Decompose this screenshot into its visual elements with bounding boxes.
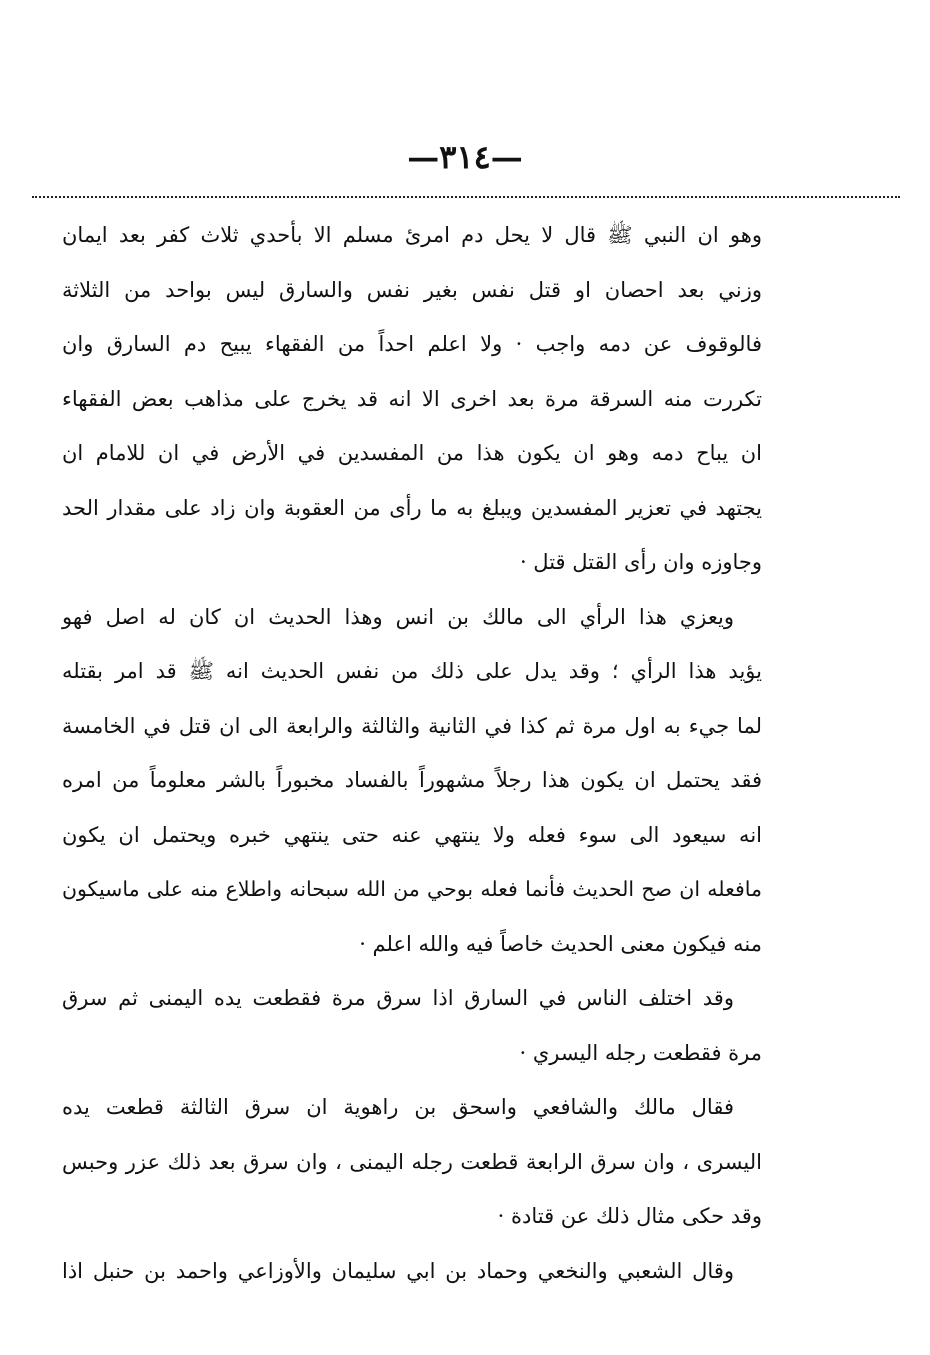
paragraph (62, 590, 762, 972)
text-line: ويعزي هذا الرأي الى مالك بن انس وهذا الحديث ان كان له اصل فهو (62, 604, 734, 629)
text-line: وجاوزه وان رأى القتل قتل · (519, 550, 762, 574)
text-line: وقد اختلف الناس في السارق اذا سرق مرة فقطعت يده اليمنى ثم سرق (62, 986, 734, 1010)
text-line: يجتهد في تعزير المفسدين ويبلغ به ما رأى من العقوبة وان زاد على مقدار الحد (62, 495, 762, 520)
text-line: تكررت منه السرقة مرة بعد اخرى الا انه قد يخرج على مذاهب بعض الفقهاء (62, 386, 762, 411)
paragraph (62, 208, 762, 590)
text-line: وهو ان النبي ﷺ قال لا يحل دم امرئ مسلم الا بأحدي ثلاث كفر بعد ايمان (62, 223, 762, 247)
header-divider (32, 196, 900, 198)
body-text (62, 208, 762, 1298)
text-line: فالوقوف عن دمه واجب · ولا اعلم احداً من الفقهاء يبيح دم السارق وان (62, 332, 762, 356)
paragraph (62, 1244, 762, 1299)
text-line: اليسرى ، وان سرق الرابعة قطعت رجله اليمنى ، وان سرق بعد ذلك عزر وحبس (62, 1149, 762, 1174)
text-line: منه فيكون معنى الحديث خاصاً فيه والله اعلم · (359, 931, 762, 956)
text-line: انه سيعود الى سوء فعله ولا ينتهي عنه حتى ينتهي خبره ويحتمل ان يكون (62, 822, 762, 847)
text-line: وقد حكى مثال ذلك عن قتادة · (497, 1204, 762, 1228)
page-number: —٣١٤— (407, 138, 523, 176)
text-line: فقد يحتمل ان يكون هذا رجلاً مشهوراً بالفساد مخبوراً بالشر معلوماً من امره (62, 768, 762, 792)
text-line: وزني بعد احصان او قتل نفس بغير نفس والسارق ليس بواحد من الثلاثة (62, 277, 762, 302)
text-line: وقال الشعبي والنخعي وحماد بن ابي سليمان والأوزاعي واحمد بن حنبل اذا (62, 1258, 734, 1283)
text-line: يؤيد هذا الرأي ؛ وقد يدل على ذلك من نفس الحديث انه ﷺ قد امر بقتله (62, 659, 762, 683)
text-line: لما جيء به اول مرة ثم كذا في الثانية والثالثة والرابعة الى ان قتل في الخامسة (62, 713, 762, 738)
text-line: مرة فقطعت رجله اليسري · (519, 1040, 762, 1065)
text-line: فقال مالك والشافعي واسحق بن راهوية ان سرق الثالثة قطعت يده (62, 1095, 734, 1119)
text-line: ان يباح دمه وهو ان يكون هذا من المفسدين في الأرض في ان للامام ان (62, 441, 762, 465)
text-line: مافعله ان صح الحديث فأنما فعله بوحي من الله سبحانه واطلاع منه على ماسيكون (62, 877, 762, 901)
paragraph (62, 971, 762, 1080)
paragraph (62, 1080, 762, 1244)
